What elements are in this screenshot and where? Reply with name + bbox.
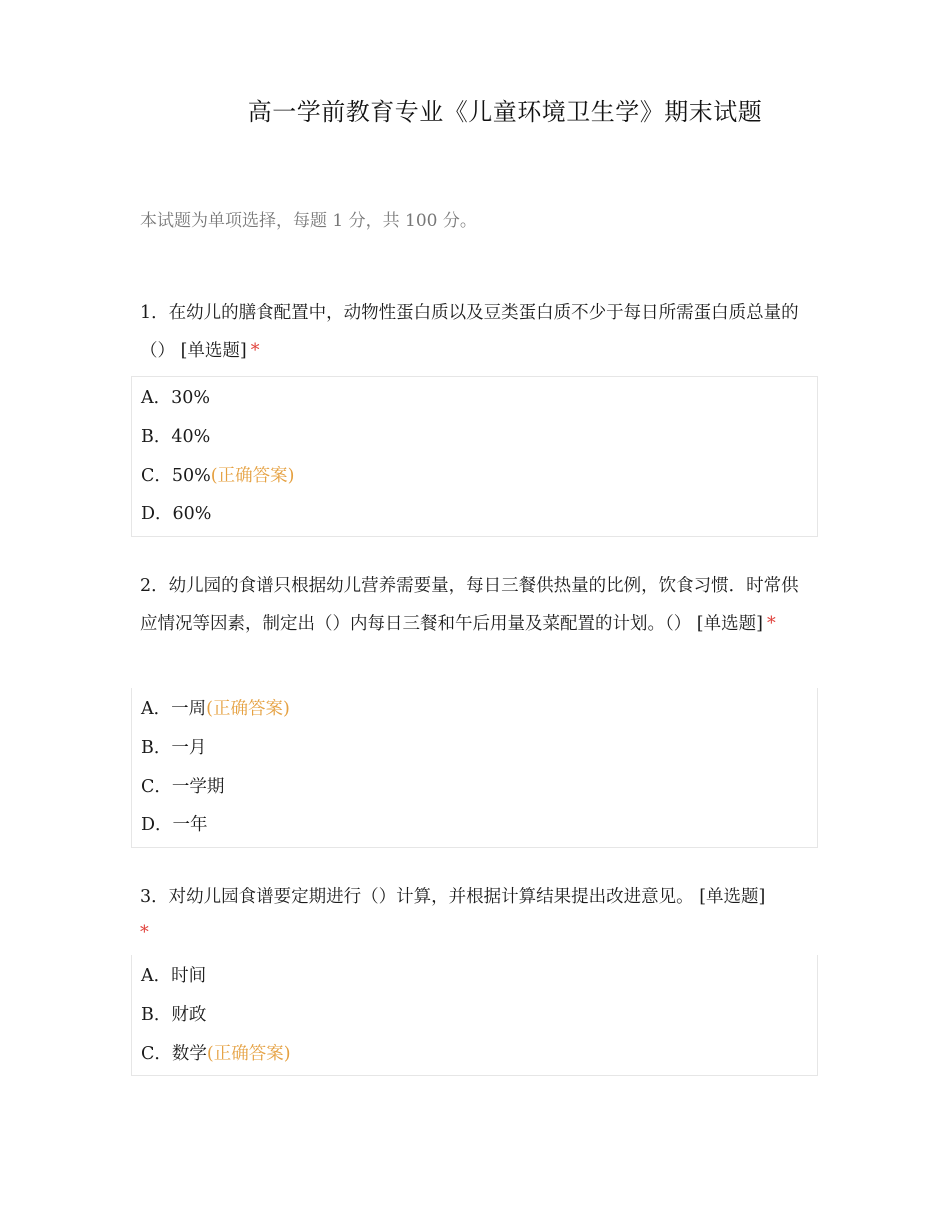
question-1-option-d[interactable]: D．60% [141, 504, 212, 525]
question-2-option-b[interactable]: B．一月 [141, 737, 207, 758]
question-3-text: 3．对幼儿园食谱要定期进行（）计算，并根据计算结果提出改进意见。 [单选题] [140, 887, 766, 907]
required-mark: * [140, 923, 149, 943]
question-1-option-c[interactable]: C．50%(正确答案) [141, 465, 295, 486]
question-2-options [131, 688, 818, 848]
exam-instructions: 本试题为单项选择，每题 1 分，共 100 分。 [140, 211, 477, 231]
question-2-option-c[interactable]: C．一学期 [141, 776, 225, 797]
question-1-option-b[interactable]: B．40% [141, 426, 211, 447]
question-2 [140, 567, 808, 643]
question-2-text: 2．幼儿园的食谱只根据幼儿营养需要量，每日三餐供热量的比例，饮食习惯．时常供应情况等因素，制定出（）内每日三餐和午后用量及菜配置的计划。（） [单选题] [140, 576, 799, 634]
question-2-option-d[interactable]: D．一年 [141, 815, 208, 836]
question-3-option-c[interactable]: C．数学(正确答案) [141, 1043, 291, 1064]
required-mark: * [766, 614, 776, 634]
question-3-options [131, 955, 818, 1076]
question-1-option-a[interactable]: A．30% [141, 388, 211, 408]
question-3 [140, 879, 808, 951]
question-1-text: 1．在幼儿的膳食配置中，动物性蛋白质以及豆类蛋白质不少于每日所需蛋白质总量的（） [单选题] [140, 303, 799, 361]
correct-answer-tag: (正确答案) [210, 465, 295, 486]
required-mark: * [250, 341, 260, 361]
correct-answer-tag: (正确答案) [206, 699, 290, 719]
question-3-option-a[interactable]: A．时间 [141, 966, 207, 986]
page-title: 高一学前教育专业《儿童环境卫生学》期末试题 [247, 98, 763, 126]
correct-answer-tag: (正确答案) [206, 1043, 291, 1064]
question-1-options [131, 376, 818, 537]
question-3-option-b[interactable]: B．财政 [141, 1004, 207, 1025]
question-1 [140, 294, 808, 370]
question-2-option-a[interactable]: A．一周(正确答案) [141, 699, 290, 719]
